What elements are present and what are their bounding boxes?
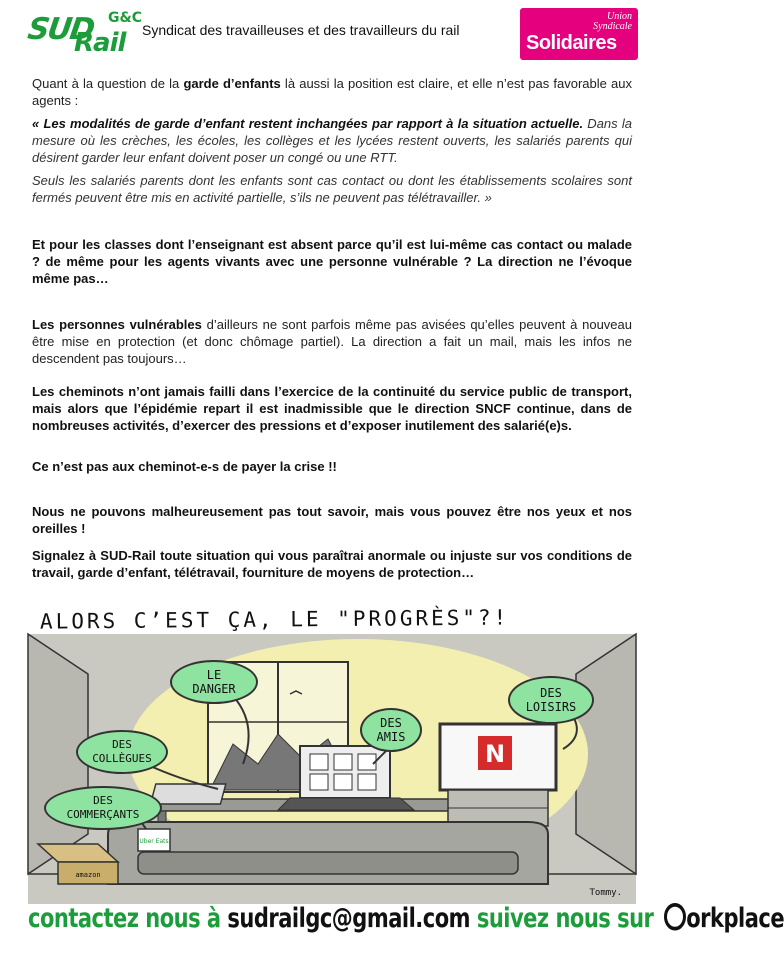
solidaires-word: Solidaires xyxy=(526,32,617,54)
uber-bag-label: Uber Eats xyxy=(139,838,169,845)
p2-text-b: Dans la mesure où les crèches, les écoles, les collèges et les lycées restent ouverts, les salariés parents qui désirent garder leur enfant doivent poser un congé ou une RTT. xyxy=(32,116,632,165)
footer-email[interactable]: sudrailgc@gmail.com xyxy=(227,903,471,933)
p1-text-bold: garde d’enfants xyxy=(183,76,281,91)
p1-text-c: là aussi la position est claire, et elle n’est pas favorable aux agents : xyxy=(32,76,632,108)
cartoon-title: ALORS C’EST ÇA, LE "PROGRÈS"?! xyxy=(39,605,510,634)
p1-text-a: Quant à la question de la xyxy=(32,76,184,91)
paragraph-quote-1 xyxy=(32,115,632,166)
bubble-loisirs xyxy=(508,676,594,724)
footer-workplace[interactable]: orkplace xyxy=(686,903,784,933)
cartoon-illustration xyxy=(28,634,636,904)
amazon-box-label: amazon xyxy=(75,871,101,879)
logo-sud-text: SUD xyxy=(25,12,96,47)
bubble-loisirs-text: DES LOISIRS xyxy=(525,686,577,714)
paragraph-garde-enfants xyxy=(32,75,632,109)
p2-text-bold: « Les modalités de garde d’enfant restent inchangées par rapport à la situation actuelle. xyxy=(32,116,584,131)
bubble-collegues xyxy=(76,730,168,774)
solidaires-union-text: Union Syndicale xyxy=(593,11,632,32)
solidaires-logo xyxy=(520,8,638,60)
paragraph-yeux-oreilles: Nous ne pouvons malheureusement pas tout savoir, mais vous pouvez être nos yeux et nos oreilles ! xyxy=(32,504,632,536)
footer-contact xyxy=(28,903,784,953)
bubble-commercants xyxy=(44,786,162,830)
bubble-amis xyxy=(360,708,422,752)
logo-rail-text: Rail xyxy=(74,28,126,58)
sud-rail-logo xyxy=(25,10,142,58)
bubble-danger-text: LE DANGER xyxy=(192,668,236,696)
paragraph-cheminots: Les cheminots n’ont jamais failli dans l’exercice de la continuité du service public de transport, mais alors que l’épidémie repart il est inadmissible que le direction SNCF continue, dans de nombreuses activités, d’exercer des pressions et d’exposer inutilement des salarié(e)s. xyxy=(32,384,632,433)
header-title: Syndicat des travailleuses et des travailleurs du rail xyxy=(142,22,460,38)
footer-follow-text: suivez nous sur xyxy=(470,903,661,933)
p5-text-b: d’ailleurs ne sont parfois même pas avisées qu’elles peuvent à nouveau être mise en protection (et donc chômage partiel). La direction a fait un mail, mais les infos ne descendent pas toujours… xyxy=(32,317,633,366)
paragraph-signalez: Signalez à SUD-Rail toute situation qui vous paraîtrai anormale ou injuste sur vos conditions de travail, garde d’enfant, télétravail, fourniture de moyens de protection… xyxy=(32,548,632,580)
paragraph-vulnerables xyxy=(32,316,632,367)
p5-text-bold: Les personnes vulnérables xyxy=(32,317,202,332)
logo-gc-text: G&C xyxy=(108,10,142,26)
paragraph-crise: Ce n’est pas aux cheminot-e-s de payer la crise !! xyxy=(32,459,337,474)
paragraph-classes: Et pour les classes dont l’enseignant est absent parce qu’il est lui-même cas contact ou malade ? de même pour les agents vivants avec une personne vulnérable ? La direction ne l’évoque même pas… xyxy=(32,237,632,286)
paragraph-quote-2: Seuls les salariés parents dont les enfants sont cas contact ou dont les établissements scolaires sont fermés peuvent être mis en activité partielle, s’ils ne peuvent pas télétravailler. » xyxy=(32,173,632,205)
page-header xyxy=(0,0,666,64)
bubble-collegues-text: DES COLLÈGUES xyxy=(92,738,152,765)
tv-logo: N xyxy=(484,740,506,768)
cartoon-signature: Tommy. xyxy=(589,888,622,898)
bubble-amis-text: DES AMIS xyxy=(376,716,406,744)
bubble-commercants-text: DES COMMERÇANTS xyxy=(66,794,140,821)
workplace-icon xyxy=(664,903,686,931)
footer-contact-text: contactez nous à xyxy=(28,903,228,933)
bubble-danger xyxy=(170,660,258,704)
